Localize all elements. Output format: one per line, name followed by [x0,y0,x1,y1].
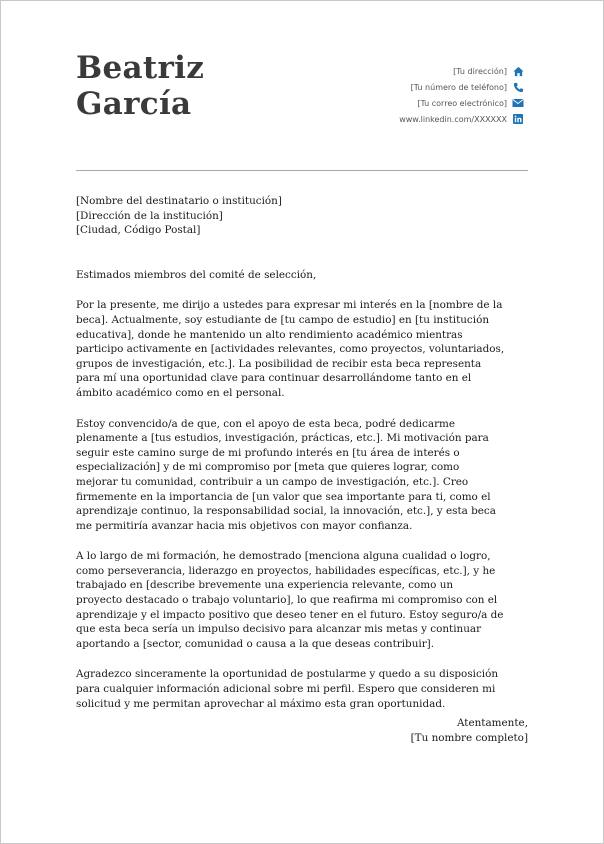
signature-name: [Tu nombre completo] [410,731,528,744]
paragraph-line: especialización] y de mi compromiso por [meta que quieres lograr, como [76,461,460,474]
paragraph-line: Estoy convencido/a de que, con el apoyo de esta beca, podré dedicarme [76,417,456,430]
phone-icon [512,81,524,93]
paragraph-line: me permitiría avanzar hacia mis objetivos con mayor confianza. [76,519,413,532]
paragraph-line: Por la presente, me dirijo a ustedes para expresar mi interés en la [nombre de la [76,299,503,312]
applicant-name [76,50,204,122]
linkedin-icon [512,113,524,125]
linkedin-text: www.linkedin.com/XXXXXX [399,114,507,124]
name-line-2: García [76,86,192,122]
paragraph-3 [76,549,528,651]
recipient-block [76,194,528,238]
paragraph-line: A lo largo de mi formación, he demostrado [menciona alguna cualidad o logro, [76,550,491,563]
paragraph-2 [76,417,528,534]
paragraph-line: que esta beca sería un impulso decisivo para alcanzar mis metas y continuar [76,623,482,636]
paragraph-line: trabajado en [describe brevemente una experiencia relevante, como un [76,579,454,592]
contact-phone [399,79,524,95]
letter-body [76,194,528,711]
paragraph-line: mejorar tu comunidad, contribuir a un campo de investigación, etc.]. Creo [76,475,469,488]
paragraph-line: como perseverancia, liderazgo en proyectos, habilidades específicas, etc.], y he [76,564,496,577]
paragraph-line: aprendizaje y el impacto positivo que deseo tener en el futuro. Estoy seguro/a de [76,608,504,621]
signature-block [411,716,528,745]
paragraph-line: ámbito académico como en el personal. [76,386,285,399]
paragraph-line: aportando a [sector, comunidad o causa a la que deseas contribuir]. [76,637,435,650]
header-divider [76,170,528,171]
recipient-line: [Dirección de la institución] [76,209,223,222]
paragraph-line: para mí una oportunidad clave para continuar desarrollándome tanto en el [76,372,472,385]
contact-block [399,63,524,127]
salutation [76,268,528,283]
paragraph-line: participo activamente en [actividades relevantes, como proyectos, voluntariados, [76,343,505,356]
paragraph-line: seguir este camino surge de mi profundo interés en [tu área de interés o [76,446,460,459]
paragraph-line: solicitud y me permitan aprovechar al máximo esta gran oportunidad. [76,697,446,710]
paragraph-line: firmemente en la importancia de [un valor que sea importante para ti, como el [76,490,491,503]
name-line-1: Beatriz [76,50,205,86]
home-icon [512,65,524,77]
recipient-line: [Ciudad, Código Postal] [76,224,201,237]
paragraph-line: Agradezco sinceramente la oportunidad de postularme y quedo a su disposición [76,668,499,681]
paragraph-line: aprendizaje continuo, la responsabilidad social, la innovación, etc.], y esta beca [76,505,496,518]
address-text: [Tu dirección] [453,66,507,76]
contact-linkedin [399,111,524,127]
paragraph-line: plenamente a [tus estudios, investigación, prácticas, etc.]. Mi motivación para [76,432,489,445]
recipient-line: [Nombre del destinatario o institución] [76,195,282,207]
closing-text: Atentamente, [456,717,528,729]
phone-text: [Tu número de teléfono] [410,82,507,92]
email-text: [Tu correo electrónico] [417,98,507,108]
contact-address [399,63,524,79]
paragraph-line: beca]. Actualmente, soy estudiante de [tu campo de estudio] en [tu institución [76,313,490,326]
paragraph-4 [76,667,528,711]
paragraph-line: proyecto destacado o trabajo voluntario], lo que reafirma mi compromiso con el [76,594,498,607]
paragraph-line: educativa], donde he mantenido un alto rendimiento académico mientras [76,328,463,341]
paragraph-1 [76,298,528,400]
paragraph-line: para cualquier información adicional sobre mi perfil. Espero que consideren mi [76,683,496,696]
contact-email [399,95,524,111]
salutation-text: Estimados miembros del comité de selección, [76,268,317,281]
paragraph-line: grupos de investigación, etc.]. La posibilidad de recibir esta beca representa [76,357,482,370]
email-icon [512,97,524,109]
